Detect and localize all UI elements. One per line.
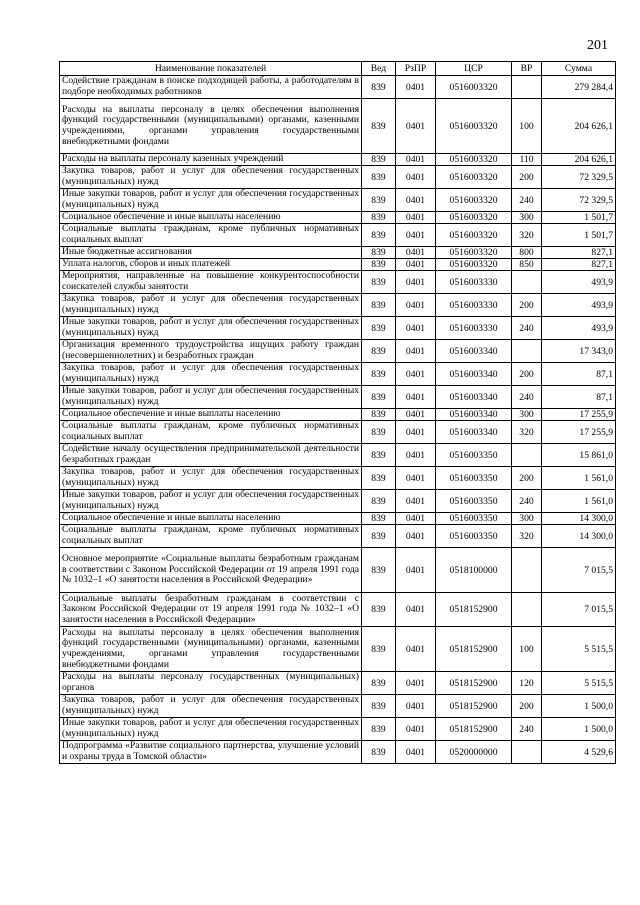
row-sum: 72 329,5 xyxy=(542,166,616,189)
table-row xyxy=(60,513,616,525)
table-row xyxy=(60,340,616,363)
row-sum: 7 015,5 xyxy=(542,593,616,627)
row-ved: 839 xyxy=(362,627,396,672)
row-rzpr: 0401 xyxy=(396,224,436,247)
row-vr: 320 xyxy=(512,525,542,548)
row-csr: 0516003330 xyxy=(436,271,512,294)
row-sum: 204 626,1 xyxy=(542,154,616,166)
row-csr: 0516003330 xyxy=(436,317,512,340)
table-row xyxy=(60,409,616,421)
table-row xyxy=(60,490,616,513)
row-csr: 0516003340 xyxy=(436,363,512,386)
row-vr: 200 xyxy=(512,294,542,317)
table-row xyxy=(60,695,616,718)
table-row xyxy=(60,718,616,741)
row-rzpr: 0401 xyxy=(396,259,436,271)
row-sum: 14 300,0 xyxy=(542,513,616,525)
row-rzpr: 0401 xyxy=(396,154,436,166)
row-sum: 493,9 xyxy=(542,294,616,317)
row-vr: 320 xyxy=(512,224,542,247)
row-sum: 827,1 xyxy=(542,247,616,259)
row-name: Закупка товаров, работ и услуг для обеспечения государственных (муниципальных) нужд xyxy=(60,467,362,490)
row-ved: 839 xyxy=(362,259,396,271)
header-vr: ВР xyxy=(512,62,542,76)
row-ved: 839 xyxy=(362,154,396,166)
row-vr: 300 xyxy=(512,409,542,421)
row-vr: 100 xyxy=(512,99,542,154)
row-csr: 0516003350 xyxy=(436,525,512,548)
row-rzpr: 0401 xyxy=(396,548,436,593)
header-sum: Сумма xyxy=(542,62,616,76)
row-name: Закупка товаров, работ и услуг для обеспечения государственных (муниципальных) нужд xyxy=(60,166,362,189)
row-sum: 72 329,5 xyxy=(542,189,616,212)
row-name: Содействие началу осуществления предпринимательской деятельности безработных граждан xyxy=(60,444,362,467)
row-rzpr: 0401 xyxy=(396,247,436,259)
row-rzpr: 0401 xyxy=(396,294,436,317)
row-name: Закупка товаров, работ и услуг для обеспечения государственных (муниципальных) нужд xyxy=(60,363,362,386)
row-ved: 839 xyxy=(362,166,396,189)
row-rzpr: 0401 xyxy=(396,421,436,444)
row-ved: 839 xyxy=(362,421,396,444)
table-row xyxy=(60,317,616,340)
row-name: Социальное обеспечение и иные выплаты населению xyxy=(60,212,362,224)
row-csr: 0516003350 xyxy=(436,467,512,490)
row-vr: 240 xyxy=(512,189,542,212)
row-ved: 839 xyxy=(362,271,396,294)
page-number: 201 xyxy=(587,38,608,53)
row-ved: 839 xyxy=(362,189,396,212)
row-sum: 1 561,0 xyxy=(542,490,616,513)
row-rzpr: 0401 xyxy=(396,513,436,525)
table-row xyxy=(60,363,616,386)
row-ved: 839 xyxy=(362,363,396,386)
row-csr: 0516003340 xyxy=(436,421,512,444)
header-name: Наименование показателей xyxy=(60,62,362,76)
table-row xyxy=(60,593,616,627)
row-rzpr: 0401 xyxy=(396,76,436,99)
header-rzpr: РзПР xyxy=(396,62,436,76)
table-row xyxy=(60,189,616,212)
row-sum: 87,1 xyxy=(542,363,616,386)
table-row xyxy=(60,627,616,672)
row-ved: 839 xyxy=(362,212,396,224)
row-sum: 493,9 xyxy=(542,317,616,340)
row-ved: 839 xyxy=(362,548,396,593)
row-name: Социальные выплаты гражданам, кроме публичных нормативных социальных выплат xyxy=(60,525,362,548)
row-rzpr: 0401 xyxy=(396,166,436,189)
row-ved: 839 xyxy=(362,695,396,718)
row-name: Мероприятия, направленные на повышение конкурентоспособности соискателей службы занятости xyxy=(60,271,362,294)
row-sum: 1 500,0 xyxy=(542,718,616,741)
row-csr: 0518152900 xyxy=(436,672,512,695)
row-ved: 839 xyxy=(362,718,396,741)
table-row xyxy=(60,271,616,294)
row-sum: 17 343,0 xyxy=(542,340,616,363)
row-name: Расходы на выплаты персоналу государственных (муниципальных) органов xyxy=(60,672,362,695)
row-vr: 120 xyxy=(512,672,542,695)
row-csr: 0516003320 xyxy=(436,189,512,212)
row-sum: 15 861,0 xyxy=(542,444,616,467)
row-rzpr: 0401 xyxy=(396,189,436,212)
row-name: Организация временного трудоустройства ищущих работу граждан (несовершеннолетних) и безработных граждан xyxy=(60,340,362,363)
row-sum: 7 015,5 xyxy=(542,548,616,593)
row-name: Содействие гражданам в поиске подходящей работы, а работодателям в подборе необходимых работников xyxy=(60,76,362,99)
table-row xyxy=(60,166,616,189)
row-name: Уплата налогов, сборов и иных платежей xyxy=(60,259,362,271)
row-csr: 0518152900 xyxy=(436,695,512,718)
row-ved: 839 xyxy=(362,247,396,259)
row-vr xyxy=(512,76,542,99)
row-csr: 0516003320 xyxy=(436,99,512,154)
row-csr: 0516003320 xyxy=(436,224,512,247)
table-row xyxy=(60,212,616,224)
row-sum: 1 501,7 xyxy=(542,212,616,224)
row-ved: 839 xyxy=(362,409,396,421)
row-ved: 839 xyxy=(362,224,396,247)
row-sum: 17 255,9 xyxy=(542,409,616,421)
table-body xyxy=(60,76,616,764)
row-rzpr: 0401 xyxy=(396,444,436,467)
row-name: Иные закупки товаров, работ и услуг для обеспечения государственных (муниципальных) нужд xyxy=(60,317,362,340)
row-vr xyxy=(512,548,542,593)
row-csr: 0520000000 xyxy=(436,741,512,764)
row-name: Иные закупки товаров, работ и услуг для обеспечения государственных (муниципальных) нужд xyxy=(60,386,362,409)
row-csr: 0518100000 xyxy=(436,548,512,593)
row-name: Социальные выплаты гражданам, кроме публичных нормативных социальных выплат xyxy=(60,224,362,247)
row-name: Расходы на выплаты персоналу в целях обеспечения выполнения функций государственными (муниципальными) органами, казенными учреждениями, органами управления государственными внебюджетными фондами xyxy=(60,627,362,672)
row-rzpr: 0401 xyxy=(396,593,436,627)
row-csr: 0516003330 xyxy=(436,294,512,317)
row-name: Иные закупки товаров, работ и услуг для обеспечения государственных (муниципальных) нужд xyxy=(60,718,362,741)
row-sum: 1 501,7 xyxy=(542,224,616,247)
row-name: Социальные выплаты безработным гражданам в соответствии с Законом Российской Федерации от 19 апреля 1991 года № 1032–1 «О занятости населения в Российской Федерации» xyxy=(60,593,362,627)
row-rzpr: 0401 xyxy=(396,627,436,672)
row-csr: 0516003340 xyxy=(436,340,512,363)
row-name: Социальное обеспечение и иные выплаты населению xyxy=(60,513,362,525)
table-row xyxy=(60,259,616,271)
row-sum: 1 561,0 xyxy=(542,467,616,490)
table-row xyxy=(60,525,616,548)
row-sum: 14 300,0 xyxy=(542,525,616,548)
row-ved: 839 xyxy=(362,490,396,513)
row-name: Иные бюджетные ассигнования xyxy=(60,247,362,259)
row-csr: 0516003340 xyxy=(436,386,512,409)
row-rzpr: 0401 xyxy=(396,672,436,695)
row-ved: 839 xyxy=(362,513,396,525)
row-ved: 839 xyxy=(362,317,396,340)
row-csr: 0518152900 xyxy=(436,593,512,627)
row-name: Социальные выплаты гражданам, кроме публичных нормативных социальных выплат xyxy=(60,421,362,444)
row-vr xyxy=(512,444,542,467)
row-vr: 300 xyxy=(512,513,542,525)
row-rzpr: 0401 xyxy=(396,695,436,718)
header-csr: ЦСР xyxy=(436,62,512,76)
table-row xyxy=(60,386,616,409)
row-vr: 300 xyxy=(512,212,542,224)
row-sum: 87,1 xyxy=(542,386,616,409)
row-csr: 0516003350 xyxy=(436,444,512,467)
row-rzpr: 0401 xyxy=(396,467,436,490)
table-row xyxy=(60,247,616,259)
table-row xyxy=(60,444,616,467)
row-rzpr: 0401 xyxy=(396,386,436,409)
row-ved: 839 xyxy=(362,294,396,317)
row-rzpr: 0401 xyxy=(396,271,436,294)
row-ved: 839 xyxy=(362,741,396,764)
row-vr: 240 xyxy=(512,490,542,513)
row-sum: 17 255,9 xyxy=(542,421,616,444)
table-row xyxy=(60,294,616,317)
header-ved: Вед xyxy=(362,62,396,76)
row-csr: 0516003340 xyxy=(436,409,512,421)
row-vr: 200 xyxy=(512,467,542,490)
row-vr: 320 xyxy=(512,421,542,444)
row-rzpr: 0401 xyxy=(396,99,436,154)
row-rzpr: 0401 xyxy=(396,718,436,741)
row-rzpr: 0401 xyxy=(396,741,436,764)
row-sum: 5 515,5 xyxy=(542,627,616,672)
table-row xyxy=(60,421,616,444)
table-row xyxy=(60,548,616,593)
row-csr: 0518152900 xyxy=(436,627,512,672)
row-name: Подпрограмма «Развитие социального партнерства, улучшение условий и охраны труда в Томской области» xyxy=(60,741,362,764)
row-vr: 850 xyxy=(512,259,542,271)
table-header xyxy=(60,62,616,76)
row-rzpr: 0401 xyxy=(396,317,436,340)
row-name: Закупка товаров, работ и услуг для обеспечения государственных (муниципальных) нужд xyxy=(60,695,362,718)
row-sum: 279 284,4 xyxy=(542,76,616,99)
row-csr: 0516003320 xyxy=(436,247,512,259)
row-ved: 839 xyxy=(362,386,396,409)
row-name: Иные закупки товаров, работ и услуг для обеспечения государственных (муниципальных) нужд xyxy=(60,490,362,513)
row-ved: 839 xyxy=(362,525,396,548)
table-row xyxy=(60,154,616,166)
row-csr: 0516003320 xyxy=(436,76,512,99)
row-rzpr: 0401 xyxy=(396,363,436,386)
row-vr: 100 xyxy=(512,627,542,672)
row-ved: 839 xyxy=(362,76,396,99)
row-csr: 0516003320 xyxy=(436,259,512,271)
row-csr: 0516003350 xyxy=(436,513,512,525)
row-name: Основное мероприятие «Социальные выплаты безработным гражданам в соответствии с Законом Российской Федерации от 19 апреля 1991 года № 1032–1 «О занятости населения в Российской Федерации» xyxy=(60,548,362,593)
row-csr: 0516003320 xyxy=(436,154,512,166)
row-rzpr: 0401 xyxy=(396,409,436,421)
row-ved: 839 xyxy=(362,444,396,467)
row-vr: 110 xyxy=(512,154,542,166)
row-csr: 0516003350 xyxy=(436,490,512,513)
row-vr: 200 xyxy=(512,695,542,718)
row-csr: 0516003320 xyxy=(436,166,512,189)
table-row xyxy=(60,741,616,764)
row-vr xyxy=(512,340,542,363)
row-csr: 0516003320 xyxy=(436,212,512,224)
row-vr: 200 xyxy=(512,363,542,386)
row-sum: 1 500,0 xyxy=(542,695,616,718)
row-name: Закупка товаров, работ и услуг для обеспечения государственных (муниципальных) нужд xyxy=(60,294,362,317)
row-name: Расходы на выплаты персоналу казенных учреждений xyxy=(60,154,362,166)
table-row xyxy=(60,99,616,154)
row-sum: 204 626,1 xyxy=(542,99,616,154)
row-sum: 5 515,5 xyxy=(542,672,616,695)
table-row xyxy=(60,672,616,695)
row-rzpr: 0401 xyxy=(396,340,436,363)
row-sum: 4 529,6 xyxy=(542,741,616,764)
row-ved: 839 xyxy=(362,340,396,363)
row-vr: 240 xyxy=(512,386,542,409)
row-ved: 839 xyxy=(362,593,396,627)
row-sum: 493,9 xyxy=(542,271,616,294)
row-ved: 839 xyxy=(362,99,396,154)
row-name: Социальное обеспечение и иные выплаты населению xyxy=(60,409,362,421)
row-vr: 200 xyxy=(512,166,542,189)
table-row xyxy=(60,224,616,247)
row-vr xyxy=(512,271,542,294)
budget-table xyxy=(59,61,616,764)
row-ved: 839 xyxy=(362,467,396,490)
table-row xyxy=(60,76,616,99)
row-name: Расходы на выплаты персоналу в целях обеспечения выполнения функций государственными (муниципальными) органами, казенными учреждениями, органами управления государственными внебюджетными фондами xyxy=(60,99,362,154)
row-vr xyxy=(512,741,542,764)
row-rzpr: 0401 xyxy=(396,212,436,224)
row-sum: 827,1 xyxy=(542,259,616,271)
row-csr: 0518152900 xyxy=(436,718,512,741)
table-row xyxy=(60,467,616,490)
row-vr: 240 xyxy=(512,718,542,741)
row-vr: 800 xyxy=(512,247,542,259)
row-rzpr: 0401 xyxy=(396,525,436,548)
row-name: Иные закупки товаров, работ и услуг для обеспечения государственных (муниципальных) нужд xyxy=(60,189,362,212)
row-rzpr: 0401 xyxy=(396,490,436,513)
row-ved: 839 xyxy=(362,672,396,695)
row-vr xyxy=(512,593,542,627)
row-vr: 240 xyxy=(512,317,542,340)
